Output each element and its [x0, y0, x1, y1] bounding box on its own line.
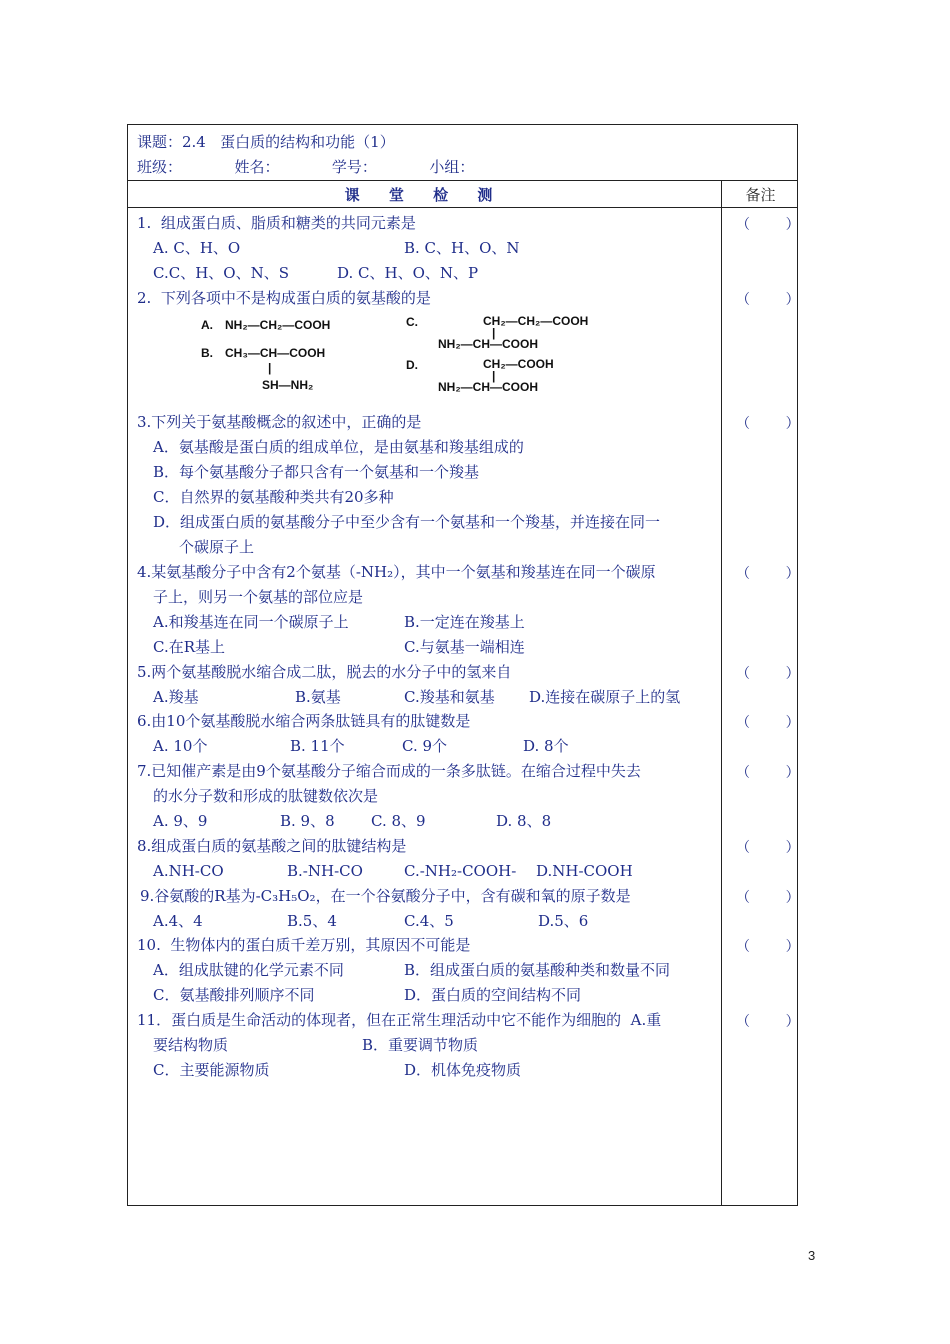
page-number: 3 — [808, 1248, 816, 1263]
q2-bond-d: | — [492, 369, 496, 383]
question-11-stem-line2: 要结构物质 — [153, 1036, 229, 1054]
question-5-stem: 5.两个氨基酸脱水缩合成二肽，脱去的水分子中的氢来自 — [137, 663, 512, 681]
q11-option-b: B．重要调节物质 — [362, 1036, 479, 1054]
q6-option-b: B. 11个 — [290, 737, 345, 755]
answer-blank-3[interactable]: （ ） — [736, 416, 800, 432]
q7-option-c: C. 8、9 — [371, 812, 426, 830]
answer-blank-8[interactable]: （ ） — [736, 840, 800, 856]
column-header-row — [128, 181, 797, 208]
q9-option-d: D.5、6 — [538, 912, 589, 930]
q1-option-a: A. C、H、O — [153, 239, 241, 257]
q5-option-b: B.氨基 — [295, 688, 341, 706]
q8-option-c: C.-NH₂-COOH- — [404, 862, 517, 880]
q7-option-d: D. 8、8 — [496, 812, 552, 830]
question-4-stem-line2: 子上，则另一个氨基的部位应是 — [153, 588, 364, 606]
question-6-stem: 6.由10个氨基酸脱水缩合两条肽链具有的肽键数是 — [137, 712, 471, 730]
exercise-sheet — [127, 124, 798, 1206]
q2-bond-b: | — [268, 361, 272, 375]
q10-option-b: B．组成蛋白质的氨基酸种类和数量不同 — [404, 961, 671, 979]
question-7-stem-line2: 的水分子数和形成的肽键数依次是 — [153, 787, 379, 805]
q6-option-c: C. 9个 — [402, 737, 448, 755]
q8-option-a: A.NH-CO — [153, 862, 224, 880]
q2-label-a: A. — [201, 318, 213, 332]
q11-option-c: C．主要能源物质 — [153, 1061, 270, 1079]
q1-option-c: C.C、H、O、N、S — [153, 264, 289, 282]
answer-blank-5[interactable]: （ ） — [736, 666, 800, 682]
notes-column-title: 备注 — [745, 186, 776, 204]
question-2-stem: 2. 下列各项中不是构成蛋白质的氨基酸的是 — [137, 289, 431, 307]
student-info-line: 班级： 姓名： 学号： 小组： — [137, 158, 475, 176]
q7-option-a: A. 9、9 — [153, 812, 208, 830]
q8-option-d: D.NH-COOH — [536, 862, 633, 880]
q11-option-d: D．机体免疫物质 — [404, 1061, 522, 1079]
q10-option-a: A．组成肽键的化学元素不同 — [153, 961, 344, 979]
answer-blank-6[interactable]: （ ） — [736, 715, 800, 731]
q4-option-a: A.和羧基连在同一个碳原子上 — [153, 613, 349, 631]
q2-formula-c-top: CH₂—CH₂—COOH — [483, 314, 589, 328]
q10-option-d: D．蛋白质的空间结构不同 — [404, 986, 582, 1004]
q5-option-d: D.连接在碳原子上的氢 — [529, 688, 681, 706]
q9-option-a: A.4、4 — [153, 912, 203, 930]
q2-side-chain-b: SH—NH₂ — [262, 378, 314, 392]
answer-blank-2[interactable]: （ ） — [736, 292, 800, 308]
section-title: 课 堂 检 测 — [344, 186, 505, 204]
q1-option-d: D. C、H、O、N、P — [337, 264, 479, 282]
q3-option-a: A．氨基酸是蛋白质的组成单位，是由氨基和羧基组成的 — [153, 438, 524, 456]
q4-option-d: C.与氨基一端相连 — [404, 638, 525, 656]
q6-option-a: A. 10个 — [153, 737, 208, 755]
q5-option-c: C.羧基和氨基 — [404, 688, 495, 706]
question-8-stem: 8.组成蛋白质的氨基酸之间的肽键结构是 — [137, 837, 407, 855]
topic-title: 课题：2.4 蛋白质的结构和功能（1） — [137, 133, 395, 151]
q1-option-b: B. C、H、O、N — [404, 239, 520, 257]
q9-option-c: C.4、5 — [404, 912, 454, 930]
q3-option-c: C．自然界的氨基酸种类共有20多种 — [153, 488, 394, 506]
q2-formula-c-bottom: NH₂—CH—COOH — [438, 337, 538, 351]
q3-option-d-line1: D．组成蛋白质的氨基酸分子中至少含有一个氨基和一个羧基，并连接在同一 — [153, 513, 661, 531]
q2-label-c: C. — [406, 315, 418, 329]
answer-blank-11[interactable]: （ ） — [736, 1014, 800, 1030]
answer-blank-9[interactable]: （ ） — [736, 890, 800, 906]
q9-option-b: B.5、4 — [287, 912, 337, 930]
question-1-stem: 1. 组成蛋白质、脂质和糖类的共同元素是 — [137, 214, 416, 232]
q2-formula-d-bottom: NH₂—CH—COOH — [438, 380, 538, 394]
question-11-stem-line1: 11．蛋白质是生命活动的体现者，但在正常生理活动中它不能作为细胞的 A.重 — [137, 1011, 662, 1029]
question-7-stem-line1: 7.已知催产素是由9个氨基酸分子缩合而成的一条多肽链。在缩合过程中失去 — [137, 762, 641, 780]
q10-option-c: C．氨基酸排列顺序不同 — [153, 986, 315, 1004]
q8-option-b: B.-NH-CO — [287, 862, 363, 880]
q4-option-b: B.一定连在羧基上 — [404, 613, 525, 631]
q4-option-c: C.在R基上 — [153, 638, 226, 656]
answer-blank-4[interactable]: （ ） — [736, 566, 800, 582]
answer-blank-7[interactable]: （ ） — [736, 765, 800, 781]
q2-bond-c: | — [492, 326, 496, 340]
q3-option-d-line2: 个碳原子上 — [179, 538, 255, 556]
q7-option-b: B. 9、8 — [280, 812, 335, 830]
q2-formula-d-top: CH₂—COOH — [483, 357, 554, 371]
question-10-stem: 10. 生物体内的蛋白质千差万别，其原因不可能是 — [137, 936, 471, 954]
sheet-header — [128, 125, 797, 181]
question-9-stem: 9.谷氨酸的R基为-C₃H₅O₂，在一个谷氨酸分子中，含有碳和氧的原子数是 — [140, 887, 631, 905]
q2-formula-a: NH₂—CH₂—COOH — [225, 318, 331, 332]
q5-option-a: A.羧基 — [153, 688, 199, 706]
answer-blank-10[interactable]: （ ） — [736, 939, 800, 955]
q3-option-b: B．每个氨基酸分子都只含有一个氨基和一个羧基 — [153, 463, 480, 481]
q2-formula-b: CH₃—CH—COOH — [225, 346, 326, 360]
question-3-stem: 3.下列关于氨基酸概念的叙述中，正确的是 — [137, 413, 422, 431]
q6-option-d: D. 8个 — [523, 737, 569, 755]
column-divider — [721, 181, 722, 1206]
answer-blank-1[interactable]: （ ） — [736, 217, 800, 233]
q2-label-d: D. — [406, 358, 418, 372]
question-4-stem-line1: 4.某氨基酸分子中含有2个氨基（-NH₂），其中一个氨基和羧基连在同一个碳原 — [137, 563, 656, 581]
q2-label-b: B. — [201, 346, 213, 360]
